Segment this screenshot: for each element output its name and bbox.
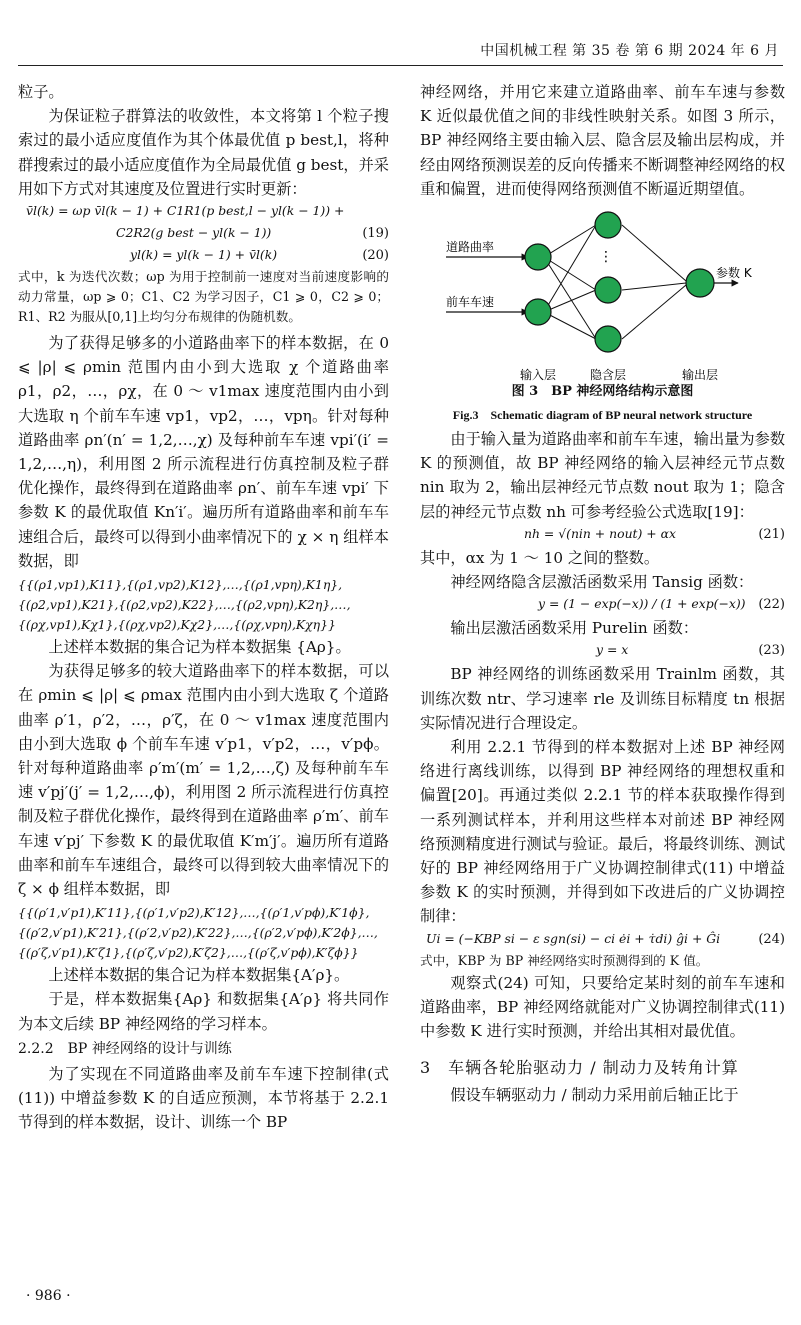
layer-label: 输入层 bbox=[520, 368, 557, 382]
page-header bbox=[0, 38, 801, 68]
paragraph: 利用 2.2.1 节得到的样本数据对上述 BP 神经网络进行离线训练，以得到 BP 神经网络的理想权重和偏置[20]。再通过类似 2.2.1 节的样本获取操作得到一系列测试样本，并利用这些样本对前述 BP 神经网络预测精度进行测试与验证。最后，将最终训练、测试好的 BP 神经网络用于广义协调控制律式(11) 中增益参数 K 的实时预测，并得到如下改进后的广义协调控制律： bbox=[420, 738, 785, 926]
paragraph: 其中，αx 为 1 ～ 10 之间的整数。 bbox=[420, 548, 660, 567]
layer-label: 输出层 bbox=[682, 368, 719, 382]
paragraph: 由于输入量为道路曲率和前车车速，输出量为参数 K 的预测值，故 BP 神经网络的输入层神经元节点数 nin 取为 2，输出层神经元节点数 nout 取为 1；隐含层的神经元节点数 nh 可参考经验公式选取[19]： bbox=[420, 430, 785, 521]
paragraph: 为了获得足够多的小道路曲率下的样本数据，在 0 ⩽ |ρ| ⩽ ρmin 范围内由小到大选取 χ 个道路曲率 ρ1，ρ2，…，ρχ，在 0 ～ v1max 速度范围内由小到大选取 η 个前车车速 vp1，vp2，…，vpη。针对每种道路曲率 ρn′(n′ = 1,2,…,χ) 及每种前车车速 vpi′(i′ = 1,2,…,η)，利用图 2 所示流程进行仿真控制及粒子群优化操作，最终得到在道路曲率 ρn′、前车车速 vpi′ 下参数 K 的最优取值 Kn′i′。遍历所有道路曲率和前车车速组合后，最终可以得到小曲率情况下的 χ × η 组样本数据，即 bbox=[18, 334, 389, 570]
input-label: 前车车速 bbox=[446, 295, 495, 310]
page-number: · 986 · bbox=[26, 1288, 71, 1304]
figure-caption-cn: 图 3 BP 神经网络结构示意图 bbox=[511, 384, 694, 400]
paragraph: 上述样本数据的集合记为样本数据集 {Aρ}。 bbox=[48, 638, 351, 657]
equation-number: (23) bbox=[758, 643, 785, 659]
equation-number: (19) bbox=[362, 226, 389, 242]
equation-number: (21) bbox=[758, 526, 785, 542]
equation-20-body: yl(k) = yl(k − 1) + v̄l(k) bbox=[130, 247, 278, 263]
equation-19 bbox=[18, 201, 389, 223]
paragraph: 假设车辆驱动力 / 制动力采用前后轴正比于 bbox=[450, 1086, 739, 1105]
equation-24-body: Ui = (−KBP si − ε sgn(si) − ci ėi + τ̇di) ĝi + Ĝi bbox=[426, 930, 721, 946]
hidden-node bbox=[595, 326, 621, 352]
journal-header: 中国机械工程 第 35 卷 第 6 期 2024 年 6 月 bbox=[480, 43, 779, 59]
layer-label: 隐含层 bbox=[590, 368, 627, 382]
output-node bbox=[686, 269, 714, 297]
paragraph: BP 神经网络的训练函数采用 Trainlm 函数，其训练次数 ntr、学习速率 rle 及训练目标精度 tn 根据实际情况进行合理设定。 bbox=[420, 665, 785, 732]
sample-set-line: {{(ρ′1,v′p1),K′11},{(ρ′1,v′p2),K′12},…,{(ρ′1,v′pϕ),K′1ϕ}, bbox=[18, 905, 370, 921]
equation-19-line2: C2R2(g best − yl(k − 1)) bbox=[116, 225, 272, 241]
input-label: 道路曲率 bbox=[446, 240, 495, 255]
equation-19-line1: v̄l(k) = ωp v̄l(k − 1) + C1R1(p best,l − yl(k − 1)) + bbox=[26, 203, 345, 219]
equation-number: (22) bbox=[758, 597, 785, 613]
section-heading: 2.2.2 BP 神经网络的设计与训练 bbox=[18, 1040, 232, 1057]
equation-24 bbox=[420, 929, 785, 951]
equation-19-cont bbox=[18, 223, 389, 245]
equation-21 bbox=[420, 524, 785, 546]
equation-20 bbox=[18, 245, 389, 267]
equation-22-body: y = (1 − exp(−x)) / (1 + exp(−x)) bbox=[538, 596, 746, 612]
paragraph: 输出层激活函数采用 Purelin 函数： bbox=[450, 619, 699, 638]
input-node bbox=[525, 244, 551, 270]
output-label: 参数 K bbox=[716, 266, 752, 281]
paragraph: 为获得足够多的较大道路曲率下的样本数据，可以在 ρmin ⩽ |ρ| ⩽ ρmax 范围内由小到大选取 ζ 个道路曲率 ρ′1，ρ′2，…，ρ′ζ，在 0 ～ v1max 速度范围内由小到大选取 ϕ 个前车车速 v′p1，v′p2，…，v′pϕ。针对每种道路曲率 ρ′m′(m′ = 1,2,…,ζ) 及每种前车车速 v′pj′(j′ = 1,2,…,ϕ)，利用图 2 所示流程进行仿真控制及粒子群优化操作，最终得到在道路曲率 ρ′m′、前车车速 v′pj′ 下参数 K 的最优取值 K′m′j′。遍历所有道路曲率和前车车速组合，最终可以得到较大曲率情况下的 ζ × ϕ 组样本数据，即 bbox=[18, 662, 389, 899]
paragraph: 为了实现在不同道路曲率及前车车速下控制律(式(11)) 中增益参数 K 的自适应预测，本节将基于 2.2.1 节得到的样本数据，设计、训练一个 BP bbox=[18, 1064, 389, 1132]
variable-note: 式中，k 为迭代次数；ωp 为用于控制前一速度对当前速度影响的动力常量，ωp ⩾ 0；C1、C2 为学习因子，C1 ⩾ 0，C2 ⩾ 0；R1、R2 为服从[0,1]上均匀分布规律的伪随机数。 bbox=[18, 269, 389, 325]
header-rule bbox=[18, 65, 783, 66]
equation-21-body: nh = √(nin + nout) + αx bbox=[524, 525, 676, 541]
hidden-node bbox=[595, 212, 621, 238]
sample-set-line: {(ρχ,vp1),Kχ1},{(ρχ,vp2),Kχ2},…,{(ρχ,vpη),Kχη}} bbox=[18, 617, 336, 633]
sample-set-line: {(ρ′2,v′p1),K′21},{(ρ′2,v′p2),K′22},…,{(ρ′2,v′pϕ),K′2ϕ},…, bbox=[18, 925, 378, 941]
ellipsis-label: ⋮ bbox=[599, 249, 613, 266]
paragraph: 观察式(24) 可知，只要给定某时刻的前车车速和道路曲率，BP 神经网络就能对广义协调控制律式(11) 中参数 K 进行实时预测，并给出其相对最优值。 bbox=[420, 973, 785, 1041]
sample-set-line: {(ρ2,vp1),K21},{(ρ2,vp2),K22},…,{(ρ2,vpη),K2η},…, bbox=[18, 597, 351, 613]
equation-number: (24) bbox=[758, 931, 785, 947]
paragraph: 于是，样本数据集{Aρ} 和数据集{A′ρ} 将共同作为本文后续 BP 神经网络的学习样本。 bbox=[18, 990, 389, 1033]
paragraph: 神经网络，并用它来建立道路曲率、前车车速与参数 K 近似最优值之间的非线性映射关系。如图 3 所示，BP 神经网络主要由输入层、隐含层及输出层构成，并经由网络预测误差的反向传播来不断调整神经网络的权重和偏置，进而使得网络预测值不断逼近期望值。 bbox=[420, 83, 785, 198]
figure-caption-en: Fig.3 Schematic diagram of BP neural network structure bbox=[452, 408, 753, 423]
paragraph: 上述样本数据的集合记为样本数据集{A′ρ}。 bbox=[48, 966, 350, 985]
paragraph: 神经网络隐含层激活函数采用 Tansig 函数： bbox=[450, 573, 754, 592]
input-node bbox=[525, 299, 551, 325]
hidden-node bbox=[595, 277, 621, 303]
equation-number: (20) bbox=[362, 248, 389, 264]
sample-set-line: {{(ρ1,vp1),K11},{(ρ1,vp2),K12},…,{(ρ1,vpη),K1η}, bbox=[18, 577, 343, 593]
sample-set-line: {(ρ′ζ,v′p1),K′ζ1},{(ρ′ζ,v′p2),K′ζ2},…,{(ρ′ζ,v′pϕ),K′ζϕ}} bbox=[18, 945, 359, 961]
paragraph: 粒子。 bbox=[18, 83, 64, 101]
equation-23-body: y = x bbox=[596, 642, 629, 658]
equation-22 bbox=[420, 594, 785, 616]
right-column bbox=[420, 80, 785, 1107]
left-column bbox=[18, 80, 389, 1135]
bp-network-diagram bbox=[420, 211, 785, 381]
variable-note: 式中，KBP 为 BP 神经网络实时预测得到的 K 值。 bbox=[420, 952, 709, 968]
paragraph: 为保证粒子群算法的收敛性，本文将第 l 个粒子搜索过的最小适应度值作为其个体最优值 p best,l，将种群搜索过的最小适应度值作为全局最优值 g best，并采用如下方式对其速度及位置进行实时更新： bbox=[18, 107, 389, 198]
equation-23 bbox=[420, 640, 785, 662]
section-heading: 3 车辆各轮胎驱动力 / 制动力及转角计算 bbox=[420, 1058, 739, 1078]
bp-network-figure bbox=[420, 211, 785, 381]
